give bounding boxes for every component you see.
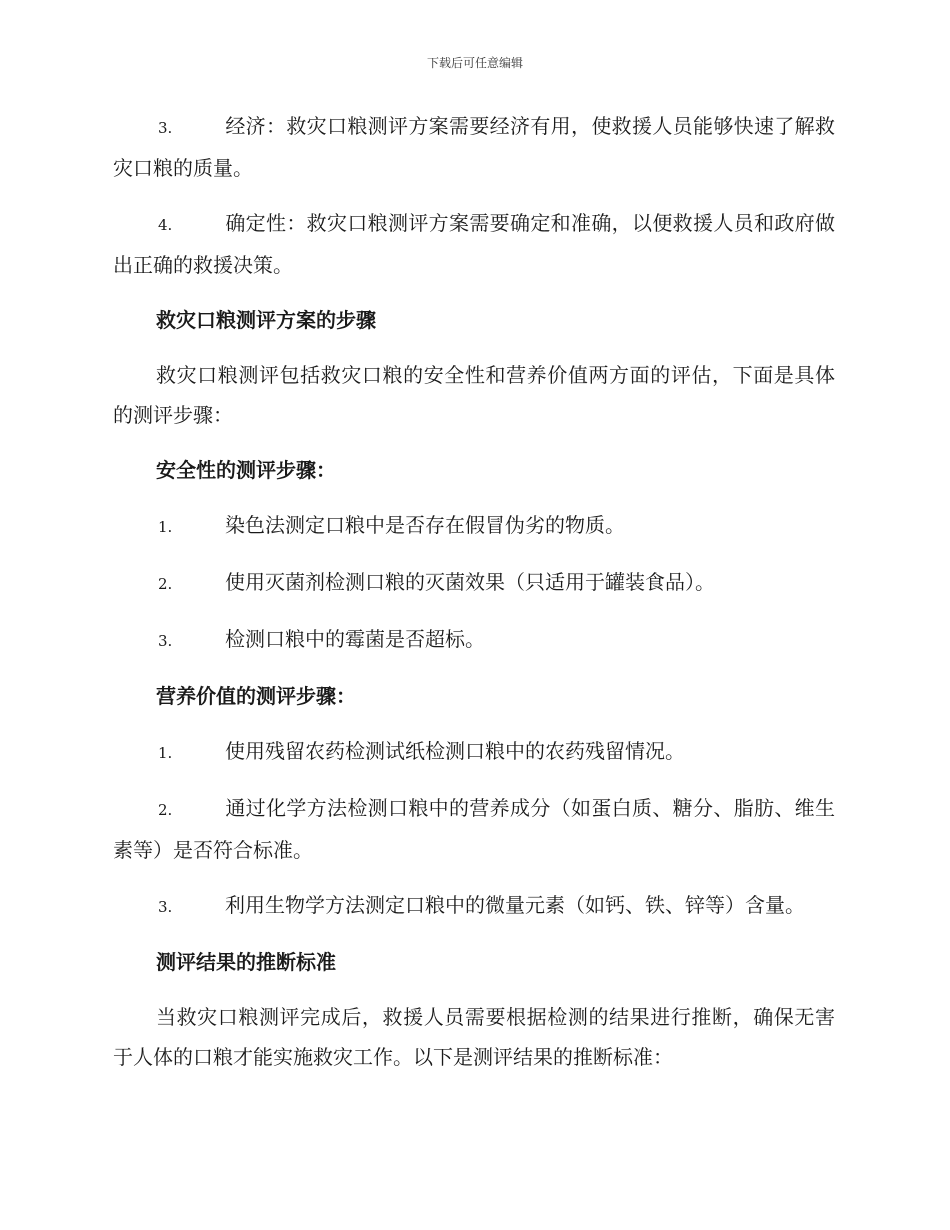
list-text: 确定性：救灾口粮测评方案需要确定和准确，以便救援人员和政府做出正确的救援决策。: [113, 211, 835, 277]
list-item-safety-3: [113, 619, 835, 661]
list-item-nutrition-1: [113, 731, 835, 773]
list-item-economy: [113, 106, 835, 188]
list-text: 通过化学方法检测口粮中的营养成分（如蛋白质、糖分、脂肪、维生素等）是否符合标准。: [113, 796, 835, 862]
list-number: 3.: [158, 898, 173, 916]
list-number: 1.: [158, 744, 173, 762]
list-text: 经济：救灾口粮测评方案需要经济有用，使救援人员能够快速了解救灾口粮的质量。: [113, 114, 835, 180]
list-number: 3.: [158, 632, 173, 650]
section-heading-steps: 救灾口粮测评方案的步骤: [156, 308, 376, 332]
paragraph-criteria-intro: 当救灾口粮测评完成后，救援人员需要根据检测的结果进行推断，确保无害于人体的口粮才能实施救灾工作。以下是测评结果的推断标准：: [113, 1005, 835, 1069]
list-item-nutrition-2: [113, 788, 835, 870]
list-number: 1.: [158, 518, 173, 536]
list-item-nutrition-3: [113, 885, 835, 927]
list-item-safety-1: [113, 505, 835, 547]
list-number: 4.: [158, 216, 173, 234]
paragraph-steps-intro: 救灾口粮测评包括救灾口粮的安全性和营养价值两方面的评估，下面是具体的测评步骤：: [113, 363, 835, 427]
list-text: 使用残留农药检测试纸检测口粮中的农药残留情况。: [225, 739, 685, 763]
list-text: 检测口粮中的霉菌是否超标。: [225, 627, 485, 651]
list-text: 使用灭菌剂检测口粮的灭菌效果（只适用于罐装食品）。: [225, 570, 715, 594]
page-header: 下载后可任意编辑: [426, 56, 523, 70]
list-item-safety-2: [113, 562, 835, 604]
subheading-nutrition: 营养价值的测评步骤：: [156, 684, 356, 708]
list-text: 染色法测定口粮中是否存在假冒伪劣的物质。: [225, 513, 625, 537]
list-item-certainty: [113, 203, 835, 285]
section-heading-criteria: 测评结果的推断标准: [156, 950, 336, 974]
list-number: 2.: [158, 575, 173, 593]
document-body: [113, 106, 835, 1092]
subheading-safety: 安全性的测评步骤：: [156, 458, 336, 482]
list-number: 3.: [158, 119, 173, 137]
list-text: 利用生物学方法测定口粮中的微量元素（如钙、铁、锌等）含量。: [225, 893, 805, 917]
list-number: 2.: [158, 801, 173, 819]
